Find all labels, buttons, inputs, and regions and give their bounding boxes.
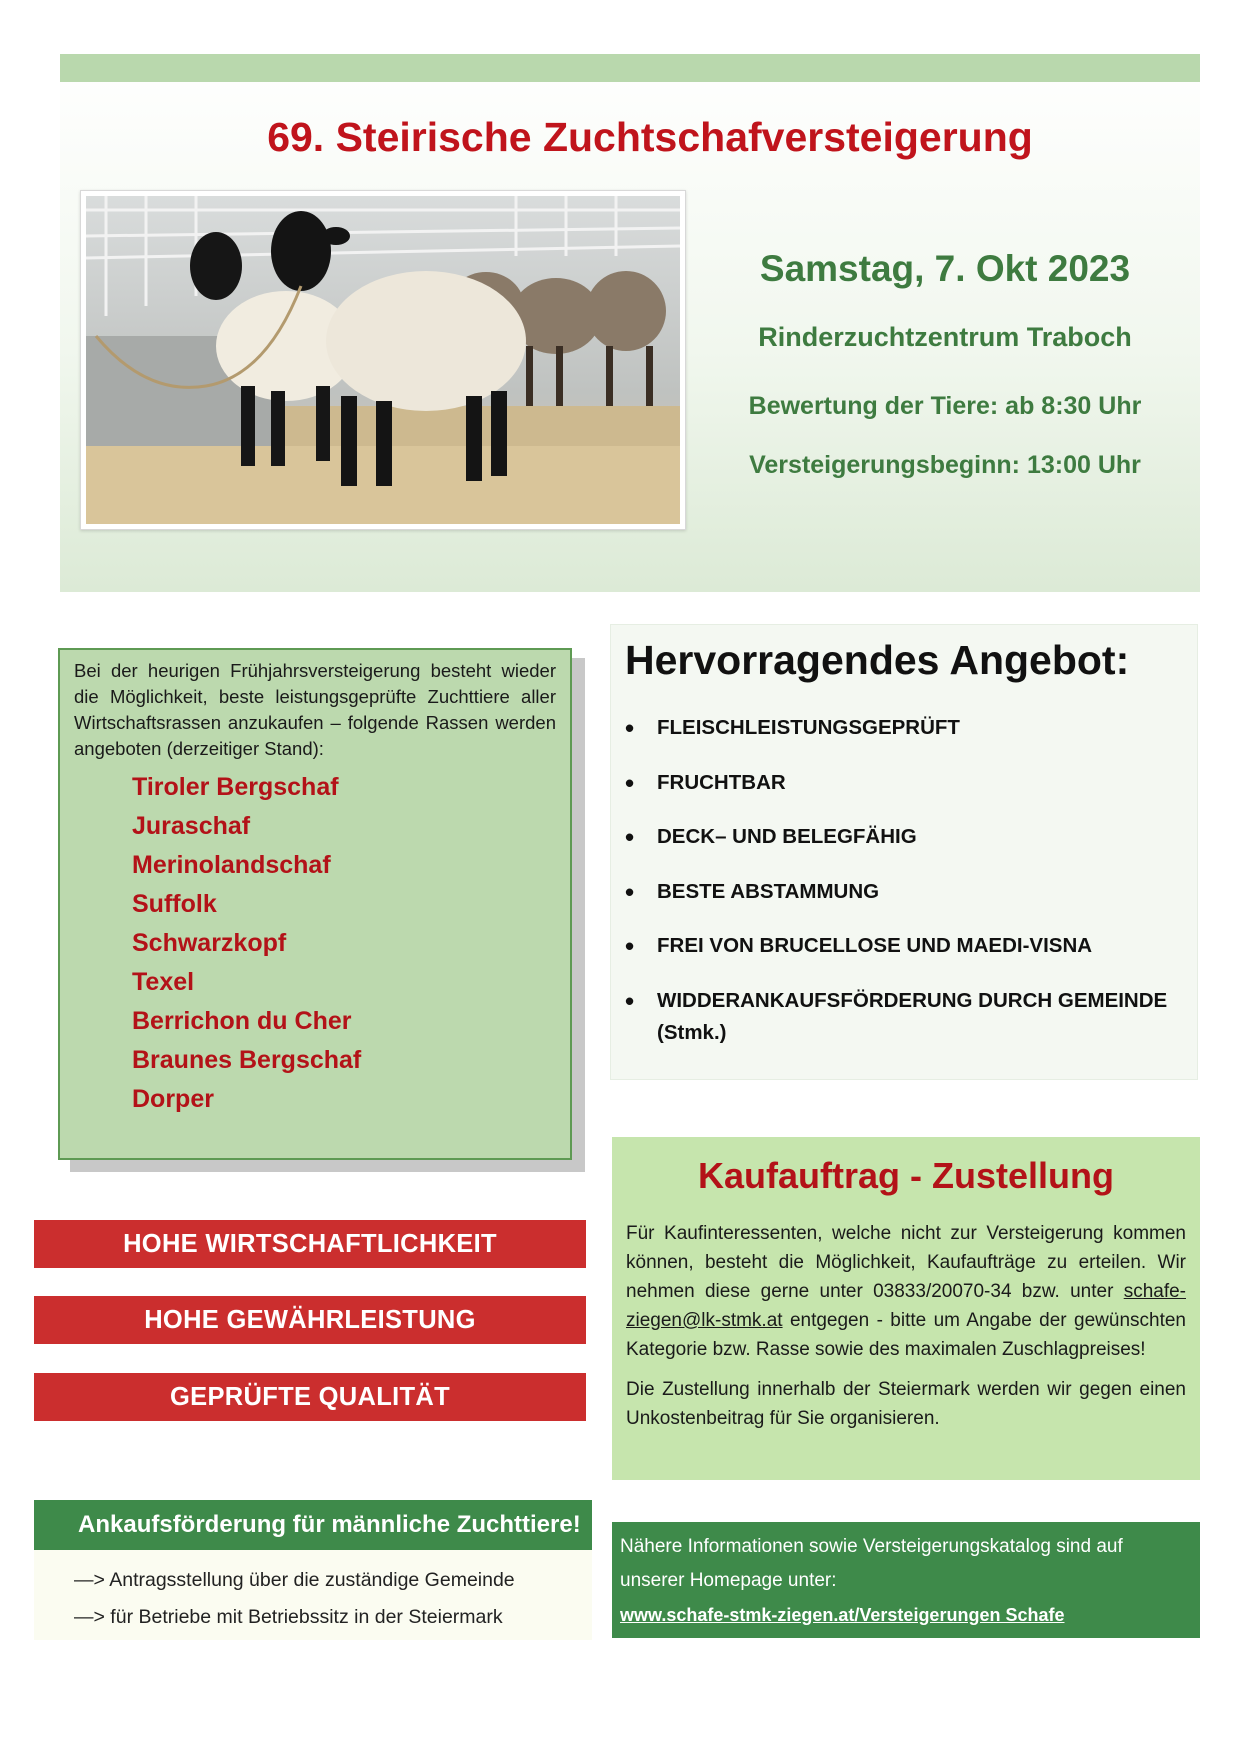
breed-list [74,768,556,1119]
breed-item: Texel [132,968,195,996]
banner-qualitaet: GEPRÜFTE QUALITÄT [34,1373,586,1421]
subsidy-line: —> für Betriebe mit Betriebssitz in der Steiermark [74,1606,503,1628]
offer-item: • FLEISCHLEISTUNGSGEPRÜFT [625,704,1183,752]
event-evaluation-time: Bewertung der Tiere: ab 8:30 Uhr [748,392,1142,420]
offer-item: • FREI VON BRUCELLOSE UND MAEDI-VISNA [625,922,1183,970]
breed-item: Tiroler Bergschaf [132,773,339,801]
offer-list [625,704,1183,1025]
email-link[interactable]: schafe-ziegen@lk-stmk.at [626,1281,1186,1331]
purchase-order-text [626,1219,1186,1364]
offer-item: • WIDDERANKAUFSFÖRDERUNG DURCH GEMEINDE [625,977,1183,1025]
offer-box [610,624,1198,1080]
breed-item: Suffolk [132,890,217,918]
subsidy-line: —> Antragsstellung über die zuständige Gemeinde [74,1569,515,1591]
subsidy-title: Ankaufsförderung für männliche Zuchttiere! [34,1500,592,1550]
offer-note: (Stmk.) [657,1021,727,1044]
purchase-order-text-end: entgegen - bitte um Angabe der gewünschten Kategorie bzw. Rasse sowie des maximalen Zuschlagpreises! [626,1310,1186,1360]
header-strip [60,54,1200,82]
breeds-box [58,648,572,1160]
event-start-time: Versteigerungsbeginn: 13:00 Uhr [749,451,1141,479]
purchase-order-box [612,1137,1200,1480]
purchase-order-title: Kaufauftrag - Zustellung [698,1155,1114,1196]
breed-item: Dorper [132,1085,214,1113]
offer-item: • DECK– UND BELEGFÄHIG [625,813,1183,861]
banner-wirtschaftlichkeit: HOHE WIRTSCHAFTLICHKEIT [34,1220,586,1268]
info-box [612,1522,1200,1638]
homepage-link[interactable]: www.schafe-stmk-ziegen.at/Versteigerungen Schafe [620,1605,1065,1625]
event-place: Rinderzuchtzentrum Traboch [758,322,1132,352]
breed-item: Berrichon du Cher [132,1007,352,1035]
event-date: Samstag, 7. Okt 2023 [759,248,1131,289]
banner-gewaehrleistung: HOHE GEWÄHRLEISTUNG [34,1296,586,1344]
offer-title: Hervorragendes Angebot: [625,637,1130,683]
breeds-intro: Bei der heurigen Frühjahrsversteigerung besteht wieder die Möglichkeit, beste leistungsgeprüfte Zuchttiere aller Wirtschaftsrassen anzukaufen – folgende Rassen werden angeboten (derzeitiger Stand): [74,660,556,759]
offer-item: • BESTE ABSTAMMUNG [625,868,1183,916]
delivery-text: Die Zustellung innerhalb der Steiermark werden wir gegen einen Unkostenbeitrag für Sie organisieren. [626,1379,1186,1429]
page-title: 69. Steirische Zuchtschafversteigerung [267,114,1033,160]
sheep-photo [86,196,680,524]
purchase-order-text-start: Für Kaufinteressenten, welche nicht zur Versteigerung kommen können, besteht die Möglichkeit, Kaufaufträge zu erteilen. Wir nehmen diese gerne unter 03833/20070-34 bzw. unter [626,1223,1186,1302]
breed-item: Juraschaf [132,812,251,840]
info-text: Nähere Informationen sowie Versteigerungskatalog sind auf unserer Homepage unter: [620,1536,1123,1591]
breed-item: Merinolandschaf [132,851,331,879]
breed-item: Braunes Bergschaf [132,1046,362,1074]
offer-item: • FRUCHTBAR [625,759,1183,807]
subsidy-body [34,1550,592,1640]
breed-item: Schwarzkopf [132,929,287,957]
